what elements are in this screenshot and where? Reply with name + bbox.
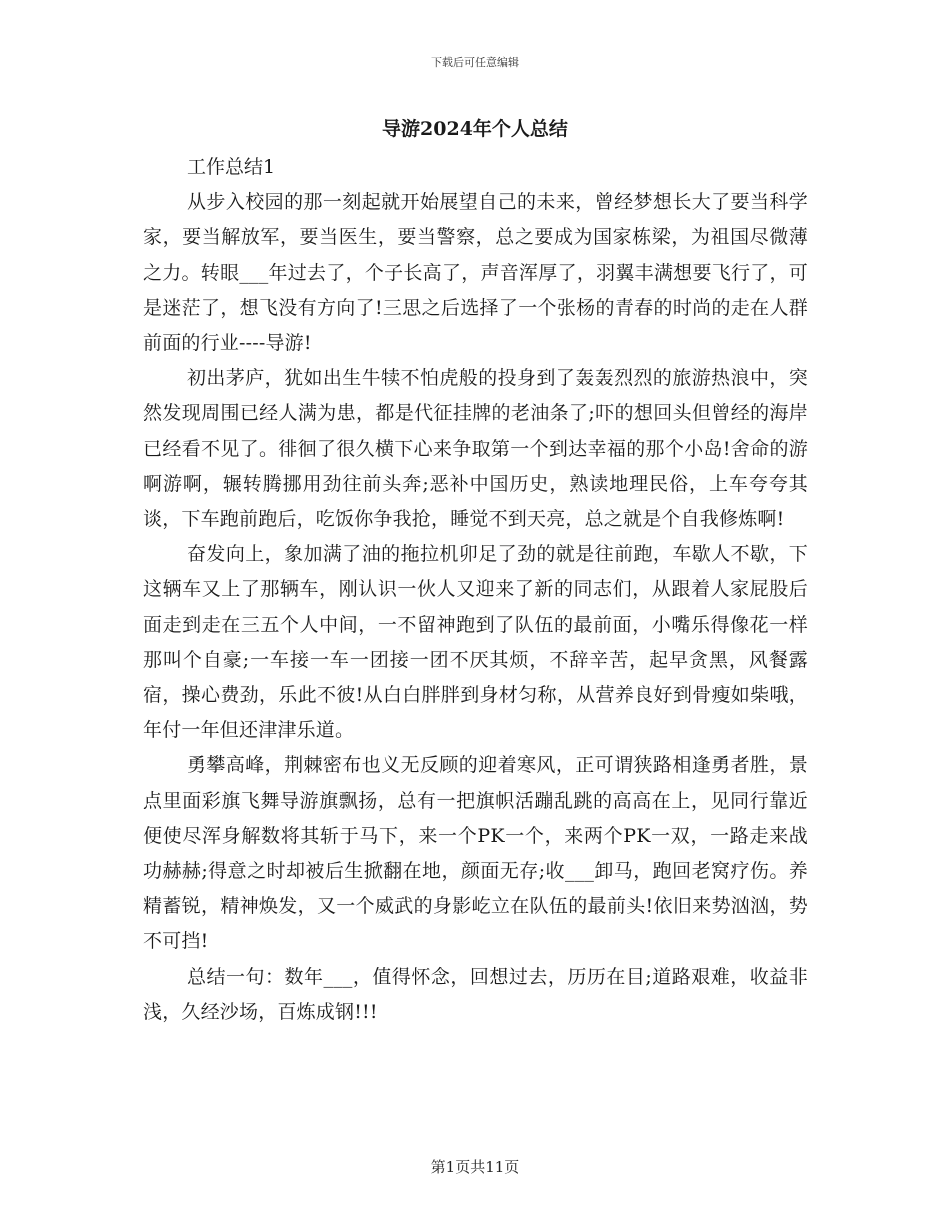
section-subheading: 工作总结1 bbox=[187, 156, 276, 178]
page-header-note: 下载后可任意编辑 bbox=[431, 56, 519, 69]
body-paragraph: 从步入校园的那一刻起就开始展望自己的未来，曾经梦想长大了要当科学家，要当解放军，要当医生，要当警察，总之要成为国家栋梁，为祖国尽微薄之力。转眼___年过去了，个子长高了，声音浑厚了，羽翼丰满想要飞行了，可是迷茫了，想飞没有方向了!三思之后选择了一个张杨的青春的时尚的走在人群前面的行业----导游! bbox=[143, 191, 808, 355]
body-paragraph: 初出茅庐，犹如出生牛犊不怕虎般的投身到了轰轰烈烈的旅游热浪中，突然发现周围已经人满为患，都是代征挂牌的老油条了;吓的想回头但曾经的海岸已经看不见了。徘徊了很久横下心来争取第一个到达幸福的那个小岛!舍命的游啊游啊，辗转腾挪用劲往前头奔;恶补中国历史，熟读地理民俗，上车夸夸其谈，下车跑前跑后，吃饭你争我抢，睡觉不到天亮，总之就是个自我修炼啊! bbox=[143, 367, 808, 531]
body-paragraph: 奋发向上，象加满了油的拖拉机卯足了劲的就是往前跑，车歇人不歇，下这辆车又上了那辆车，刚认识一伙人又迎来了新的同志们，从跟着人家屁股后面走到走在三五个人中间，一不留神跑到了队伍的最前面，小嘴乐得像花一样那叫个自豪;一车接一车一团接一团不厌其烦，不辞辛苦，起早贪黑，风餐露宿，操心费劲，乐此不彼!从白白胖胖到身材匀称，从营养良好到骨瘦如柴哦，年付一年但还津津乐道。 bbox=[143, 543, 808, 742]
document-body bbox=[143, 150, 808, 1030]
document-title: 导游2024年个人总结 bbox=[382, 118, 568, 140]
body-paragraph: 勇攀高峰，荆棘密布也义无反顾的迎着寒风，正可谓狭路相逢勇者胜，景点里面彩旗飞舞导游旗飘扬，总有一把旗帜活蹦乱跳的高高在上，见同行靠近便使尽浑身解数将其斩于马下，来一个PK一个，来两个PK一双，一路走来战功赫赫;得意之时却被后生掀翻在地，颜面无存;收___卸马，跑回老窝疗伤。养精蓄锐，精神焕发，又一个威武的身影屹立在队伍的最前头!依旧来势汹汹，势不可挡! bbox=[143, 754, 808, 953]
page-number: 第1页共11页 bbox=[430, 1158, 520, 1176]
body-paragraph: 总结一句：数年___，值得怀念，回想过去，历历在目;道路艰难，收益非浅，久经沙场，百炼成钢!!! bbox=[143, 965, 808, 1023]
